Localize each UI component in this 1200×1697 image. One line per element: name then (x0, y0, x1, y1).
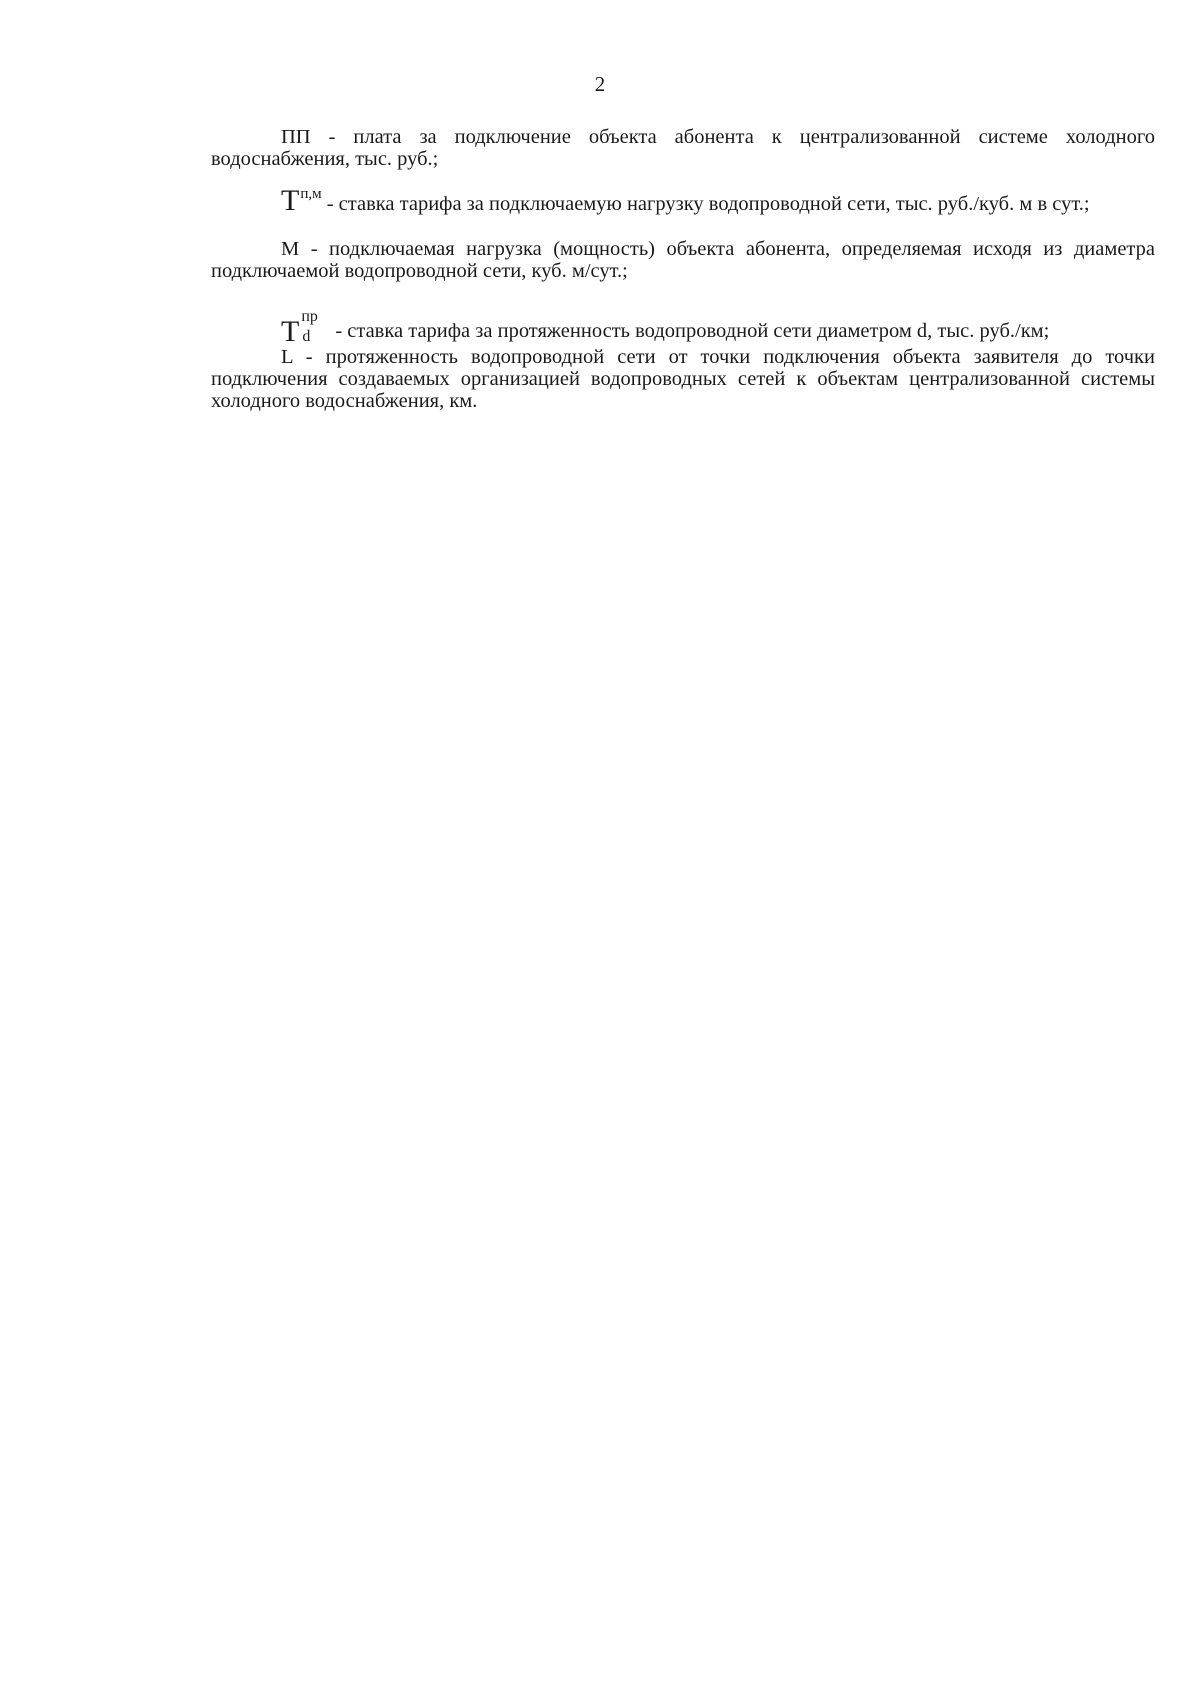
definition-text: М - подключаемая нагрузка (мощность) объекта абонента, определяемая исходя из диаметра подключаемой водопроводной сети, куб. м/сут.; (211, 238, 1155, 282)
symbol-indices (299, 308, 321, 345)
definition-text: - ставка тарифа за протяженность водопроводной сети диаметром d, тыс. руб./км; (335, 320, 1050, 342)
definition-pp (211, 126, 1155, 170)
symbol-superscript: пр (301, 308, 318, 325)
definition-m (211, 238, 1155, 282)
symbol-letter: Т (281, 184, 300, 217)
tariff-symbol (281, 184, 322, 217)
symbol-superscript: п,м (300, 186, 322, 202)
definition-t-pm (211, 184, 1155, 217)
symbol-letter: Т (281, 315, 300, 348)
definition-text: - ставка тарифа за подключаемую нагрузку водопроводной сети, тыс. руб./куб. м в сут.; (321, 193, 1090, 215)
definition-text: L - протяженность водопроводной сети от точки подключения объекта заявителя до точки подключения создаваемых организацией водопроводных сетей к объектам централизованной системы холодного водоснабжения, км. (211, 346, 1155, 412)
definition-text: ПП - плата за подключение объекта абонента к централизованной системе холодного водоснабжения, тыс. руб.; (211, 126, 1155, 170)
tariff-symbol (281, 308, 321, 348)
definition-t-pr-d (211, 308, 1155, 348)
document-body (211, 126, 1155, 412)
page-number: 2 (594, 72, 606, 96)
symbol-subscript: d (302, 328, 311, 345)
definition-l (211, 346, 1155, 412)
